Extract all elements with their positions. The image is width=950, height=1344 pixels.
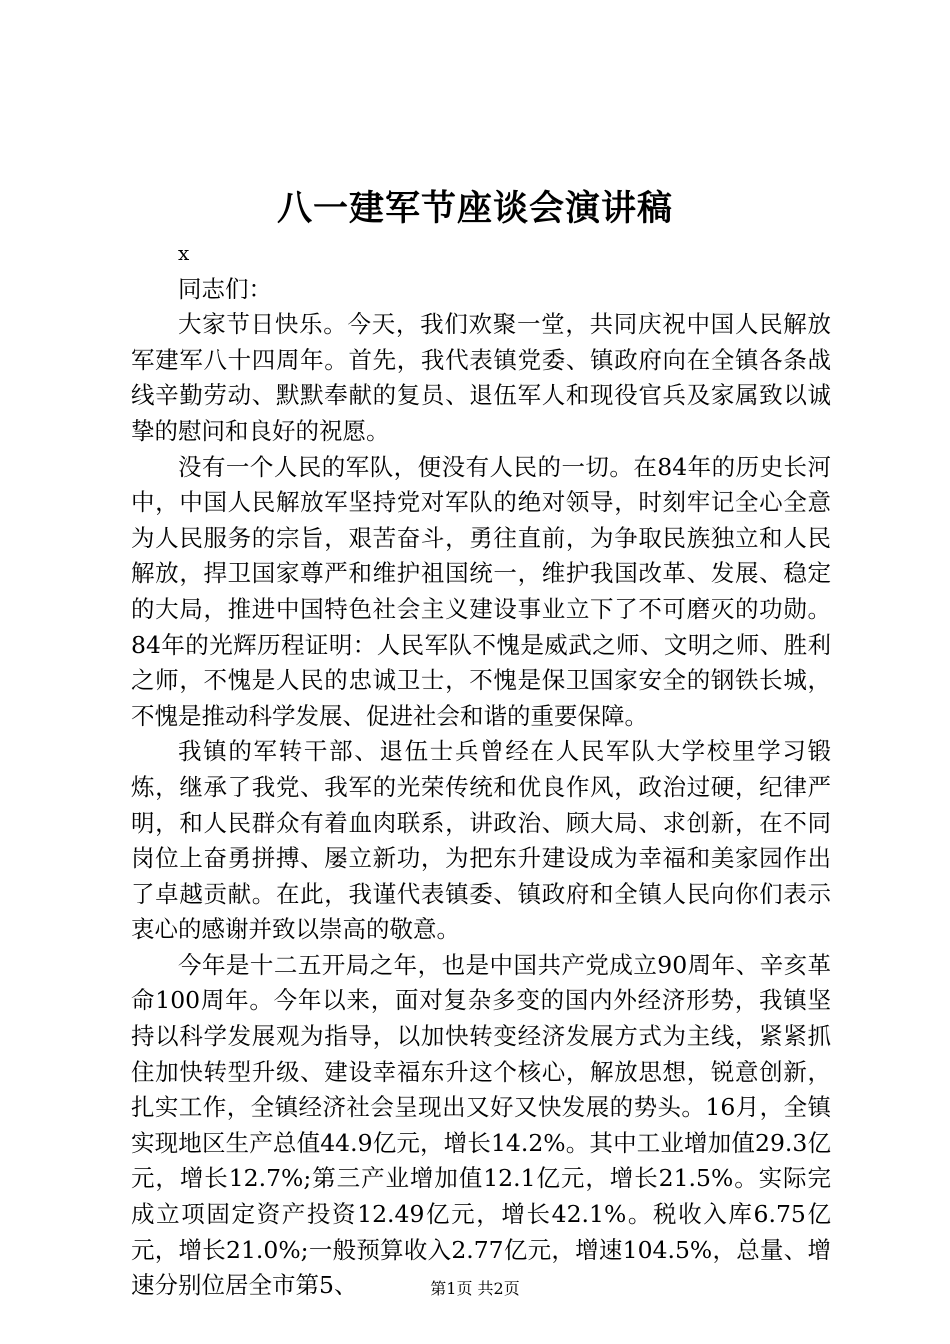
salutation: 同志们： <box>178 274 272 303</box>
paragraph: 今年是十二五开局之年，也是中国共产党成立90周年、辛亥革命100周年。今年以来，面对复杂多变的国内外经济形势，我镇坚持以科学发展观为指导，以加快转变经济发展方式为主线，紧紧抓住加快转型升级、建设幸福东升这个核心，解放思想，锐意创新，扎实工作，全镇经济社会呈现出又好又快发展的势头。16月，全镇实现地区生产总值44.9亿元，增长14.2%。其中工业增加值29.3亿元，增长12.7%;第三产业增加值12.1亿元，增长21.5%。实际完成立项固定资产投资12.49亿元，增长42.1%。税收入库6.75亿元，增长21.0%;一般预算收入2.77亿元，增速104.5%，总量、增速分别位居全市第5、 <box>131 950 831 1300</box>
marker-line: x <box>178 241 190 265</box>
document-title: 八一建军节座谈会演讲稿 <box>276 188 673 229</box>
paragraph: 大家节日快乐。今天，我们欢聚一堂，共同庆祝中国人民解放军建军八十四周年。首先，我代表镇党委、镇政府向在全镇各条战线辛勤劳动、默默奉献的复员、退伍军人和现役官兵及家属致以诚挚的慰问和良好的祝愿。 <box>131 310 831 445</box>
page-footer: 第1页 共2页 <box>430 1279 520 1298</box>
paragraph: 我镇的军转干部、退伍士兵曾经在人民军队大学校里学习锻炼，继承了我党、我军的光荣传统和优良作风，政治过硬，纪律严明，和人民群众有着血肉联系，讲政治、顾大局、求创新，在不同岗位上奋勇拼搏、屡立新功，为把东升建设成为幸福和美家园作出了卓越贡献。在此，我谨代表镇委、镇政府和全镇人民向你们表示衷心的感谢并致以崇高的敬意。 <box>131 737 831 944</box>
document-body <box>131 236 831 1304</box>
paragraph: 没有一个人民的军队，便没有人民的一切。在84年的历史长河中，中国人民解放军坚持党对军队的绝对领导，时刻牢记全心全意为人民服务的宗旨，艰苦奋斗，勇往直前，为争取民族独立和人民解放，捍卫国家尊严和维护祖国统一，维护我国改革、发展、稳定的大局，推进中国特色社会主义建设事业立下了不可磨灭的功勋。84年的光辉历程证明：人民军队不愧是威武之师、文明之师、胜利之师，不愧是人民的忠诚卫士，不愧是保卫国家安全的钢铁长城，不愧是推动科学发展、促进社会和谐的重要保障。 <box>131 452 831 730</box>
